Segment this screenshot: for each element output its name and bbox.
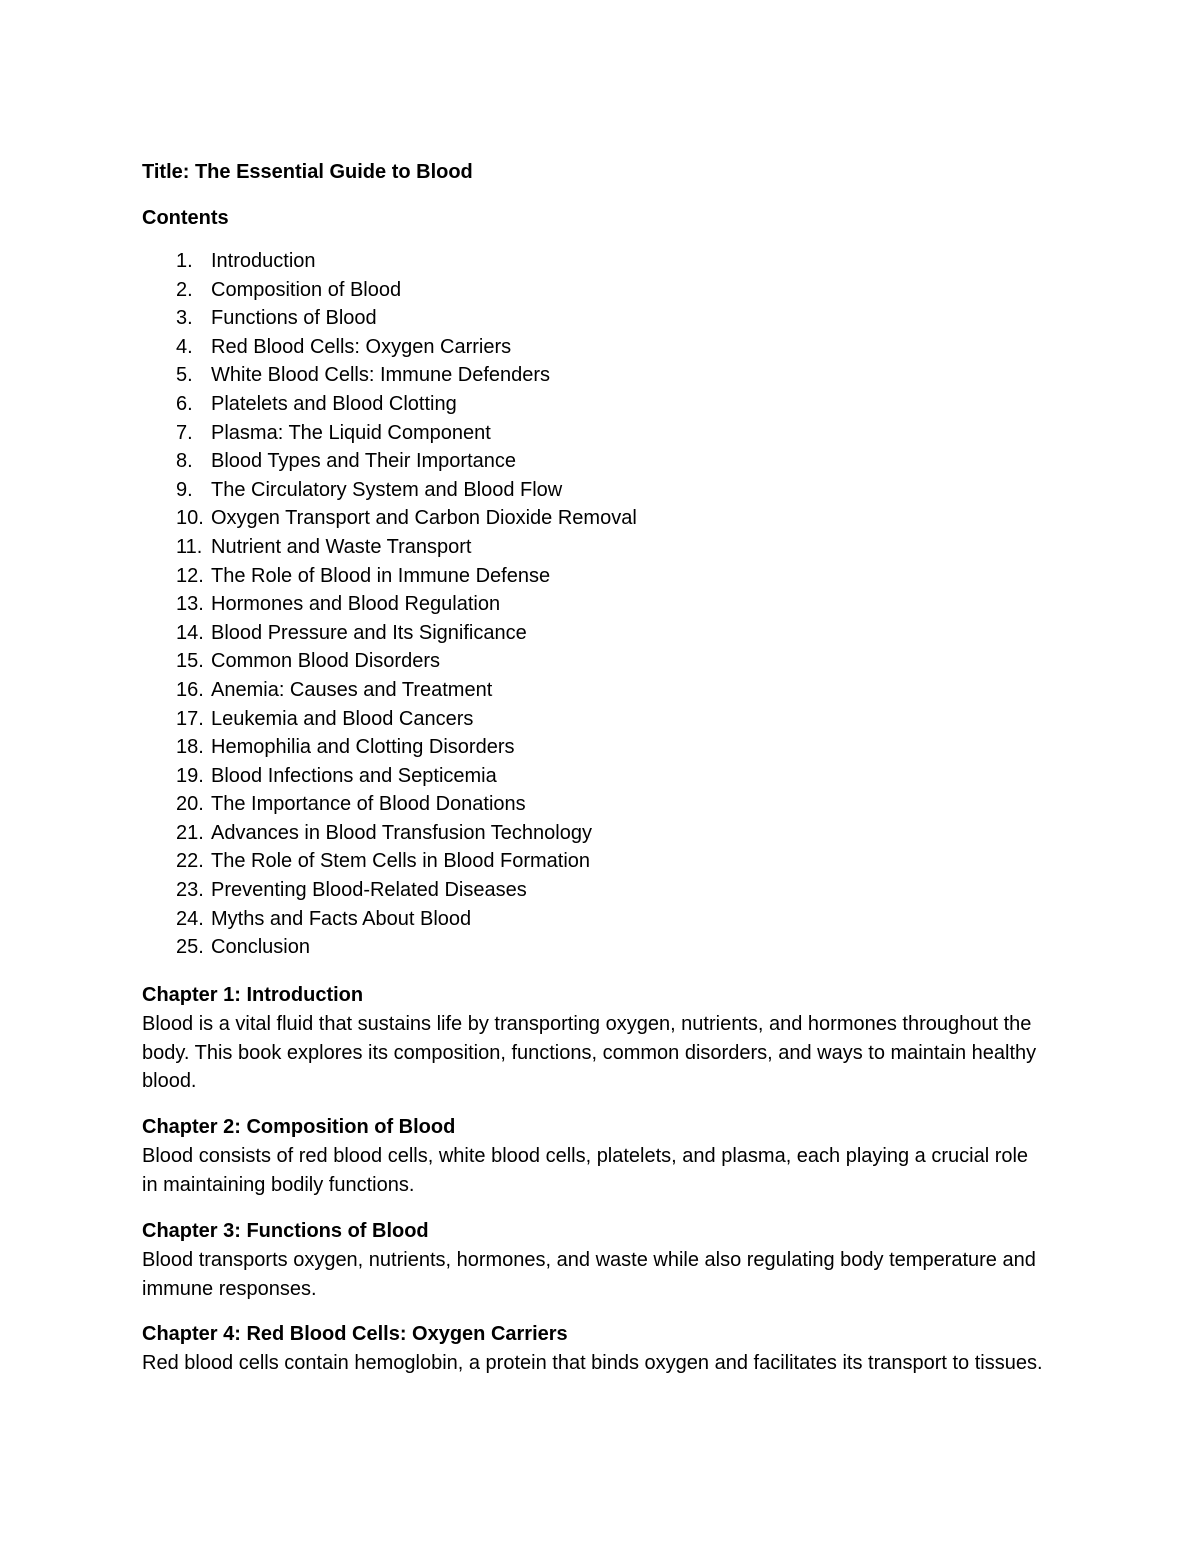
toc-item [142,905,1062,934]
toc-item [142,619,1062,648]
toc-item-label: Myths and Facts About Blood [211,907,472,930]
toc-item [142,676,1062,705]
toc-item-label: The Importance of Blood Donations [211,793,526,816]
toc-item [142,647,1062,676]
toc-item [142,562,1062,591]
toc-item-number: 24. [176,907,204,930]
toc-item-label: The Role of Blood in Immune Defense [211,564,551,587]
toc-item [142,933,1062,962]
toc-item [142,419,1062,448]
toc-item-number: 19. [176,764,204,787]
toc-item-number: 18. [176,736,204,759]
toc-item-label: Blood Infections and Septicemia [211,764,497,787]
toc-item-label: Red Blood Cells: Oxygen Carriers [211,335,512,358]
toc-item [142,333,1062,362]
toc-item [142,733,1062,762]
toc-item-label: Hemophilia and Clotting Disorders [211,736,515,759]
document-page [142,157,1062,1394]
toc-item-number: 7. [176,421,193,444]
toc-item-label: Advances in Blood Transfusion Technology [211,821,592,844]
toc-item-number: 21. [176,821,204,844]
chapter-heading: Chapter 2: Composition of Blood [142,1116,456,1139]
toc-item [142,361,1062,390]
toc-item [142,476,1062,505]
toc-item-label: Leukemia and Blood Cancers [211,707,474,730]
toc-item-label: Composition of Blood [211,278,402,301]
toc-item [142,847,1062,876]
toc-item [142,276,1062,305]
toc-item-label: The Circulatory System and Blood Flow [211,478,563,501]
toc-item-number: 22. [176,850,204,873]
table-of-contents [142,247,1062,962]
toc-item [142,819,1062,848]
toc-item-number: 20. [176,793,204,816]
toc-item-number: 3. [176,307,193,330]
toc-item-label: Functions of Blood [211,307,377,330]
chapter-heading: Chapter 3: Functions of Blood [142,1219,429,1242]
toc-item [142,590,1062,619]
toc-item-label: The Role of Stem Cells in Blood Formation [211,850,591,873]
toc-item-number: 17. [176,707,204,730]
chapters-section [142,980,1062,1378]
toc-item [142,390,1062,419]
toc-item-number: 11. [176,535,203,558]
toc-item [142,533,1062,562]
chapter-body: Red blood cells contain hemoglobin, a protein that binds oxygen and facilitates its transport to tissues. [142,1352,1043,1375]
toc-item-number: 6. [176,392,193,415]
toc-item-number: 12. [176,564,204,587]
toc-item-number: 13. [176,593,204,616]
chapter-body: Blood is a vital fluid that sustains life by transporting oxygen, nutrients, and hormones throughout the body. This book explores its composition, functions, common disorders, and ways to maintain healthy blood. [142,1012,1037,1093]
toc-item [142,705,1062,734]
toc-item-label: Blood Pressure and Its Significance [211,621,527,644]
toc-item-number: 2. [176,278,193,301]
toc-item-label: Anemia: Causes and Treatment [211,678,493,701]
chapter-section [142,1112,1062,1200]
toc-item-label: White Blood Cells: Immune Defenders [211,364,551,387]
toc-item-label: Blood Types and Their Importance [211,450,516,473]
toc-item-number: 15. [176,650,204,673]
toc-item-number: 8. [176,450,193,473]
toc-item [142,304,1062,333]
toc-item [142,247,1062,276]
toc-item-number: 10. [176,507,204,530]
toc-item [142,447,1062,476]
toc-item-label: Conclusion [211,936,310,959]
toc-item-number: 23. [176,879,204,902]
toc-item-number: 14. [176,621,204,644]
toc-item-label: Hormones and Blood Regulation [211,593,501,616]
contents-heading: Contents [142,207,229,229]
chapter-body: Blood transports oxygen, nutrients, hormones, and waste while also regulating body temperature and immune responses. [142,1248,1036,1300]
toc-item [142,876,1062,905]
document-title: Title: The Essential Guide to Blood [142,161,473,183]
toc-item-number: 16. [176,678,204,701]
toc-item [142,790,1062,819]
toc-item-number: 1. [176,250,193,272]
toc-item-label: Nutrient and Waste Transport [211,535,472,558]
toc-item [142,504,1062,533]
toc-item-number: 4. [176,335,193,358]
toc-item-label: Platelets and Blood Clotting [211,392,457,415]
toc-item-label: Oxygen Transport and Carbon Dioxide Removal [211,507,637,530]
toc-item-number: 25. [176,936,204,959]
chapter-heading: Chapter 1: Introduction [142,983,364,1006]
chapter-section [142,1216,1062,1304]
chapter-heading: Chapter 4: Red Blood Cells: Oxygen Carriers [142,1323,568,1346]
chapter-section [142,980,1062,1096]
toc-item-label: Introduction [211,250,316,272]
toc-item-number: 9. [176,478,193,501]
toc-item-label: Common Blood Disorders [211,650,440,673]
toc-item [142,762,1062,791]
toc-item-label: Preventing Blood-Related Diseases [211,879,527,902]
chapter-section [142,1319,1062,1378]
toc-item-label: Plasma: The Liquid Component [211,421,491,444]
chapter-body: Blood consists of red blood cells, white blood cells, platelets, and plasma, each playing a crucial role in maintaining bodily functions. [142,1145,1029,1197]
toc-item-number: 5. [176,364,193,387]
